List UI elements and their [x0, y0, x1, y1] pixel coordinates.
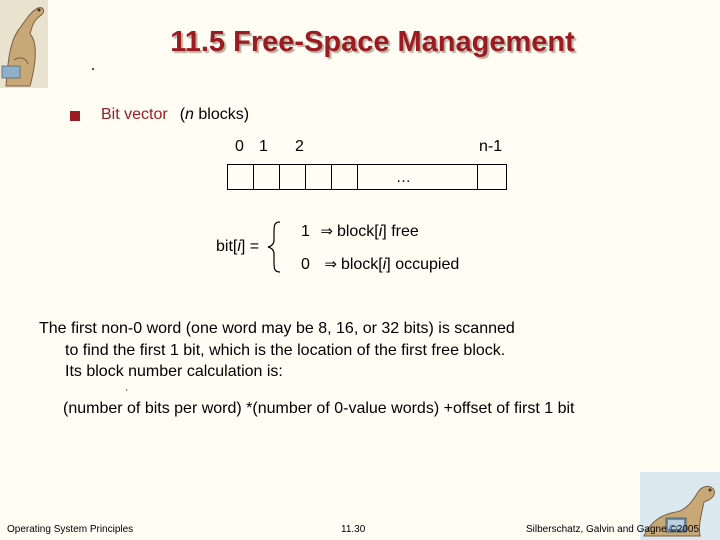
bullet-detail-close: blocks)	[193, 106, 250, 123]
bit-index-0: 0	[235, 138, 244, 155]
bullet-label: Bit vector	[101, 106, 168, 123]
ellipsis: …	[396, 169, 411, 186]
bit-cell	[254, 165, 280, 189]
bit-cell	[280, 165, 306, 189]
brace-icon	[262, 220, 288, 274]
bit-index-1: 1	[259, 138, 268, 155]
bit-cell	[332, 165, 358, 189]
bit-lhs-prefix: bit[	[216, 238, 238, 255]
implies-icon: ⇒	[324, 255, 337, 273]
paragraph-line: The first non-0 word (one word may be 8, 16, or 32 bits) is scanned	[39, 320, 515, 337]
def-text-b: ] occupied	[386, 256, 460, 273]
bit-cell	[306, 165, 332, 189]
bullet-square-icon	[70, 111, 80, 121]
def-var: i	[382, 256, 387, 273]
def-row-free	[301, 222, 419, 241]
bit-index-last: n-1	[479, 138, 503, 155]
bit-lhs-var: i	[237, 238, 241, 255]
def-text-b: ] free	[382, 223, 419, 240]
explanation-paragraph	[39, 318, 515, 383]
paragraph-line: to find the first 1 bit, which is the location of the first free block.	[65, 341, 506, 359]
def-row-occupied	[301, 255, 459, 274]
bullet-detail	[180, 106, 249, 123]
decorative-dot	[92, 68, 94, 70]
bit-cell-gap	[358, 165, 478, 189]
implies-icon: ⇒	[320, 222, 333, 240]
paragraph-line: Its block number calculation is:	[65, 363, 283, 380]
stray-mark: '	[126, 388, 128, 397]
bit-lhs-suffix: ] =	[240, 238, 260, 255]
bit-index-2: 2	[295, 138, 304, 155]
bullet-detail-var: n	[185, 106, 194, 123]
def-value: 0	[301, 256, 310, 273]
def-text-a: block[	[336, 223, 379, 240]
bit-cell	[478, 165, 506, 189]
def-var: i	[378, 223, 383, 240]
footer-course: Operating System Principles	[7, 524, 134, 535]
block-number-formula: (number of bits per word) *(number of 0-value words) +offset of first 1 bit	[63, 400, 575, 417]
def-value: 1	[301, 223, 310, 240]
bullet-heading	[101, 106, 249, 124]
slide-title: 11.5 Free-Space Management	[170, 26, 575, 58]
def-text-a: block[	[340, 256, 383, 273]
footer-page-number: 11.30	[341, 524, 366, 535]
bit-lhs	[216, 238, 259, 256]
bit-cell	[228, 165, 254, 189]
footer-copyright: Silberschatz, Galvin and Gagne ©2005	[526, 524, 700, 535]
bit-vector	[227, 164, 507, 190]
bullet-detail-open: (	[179, 106, 186, 123]
